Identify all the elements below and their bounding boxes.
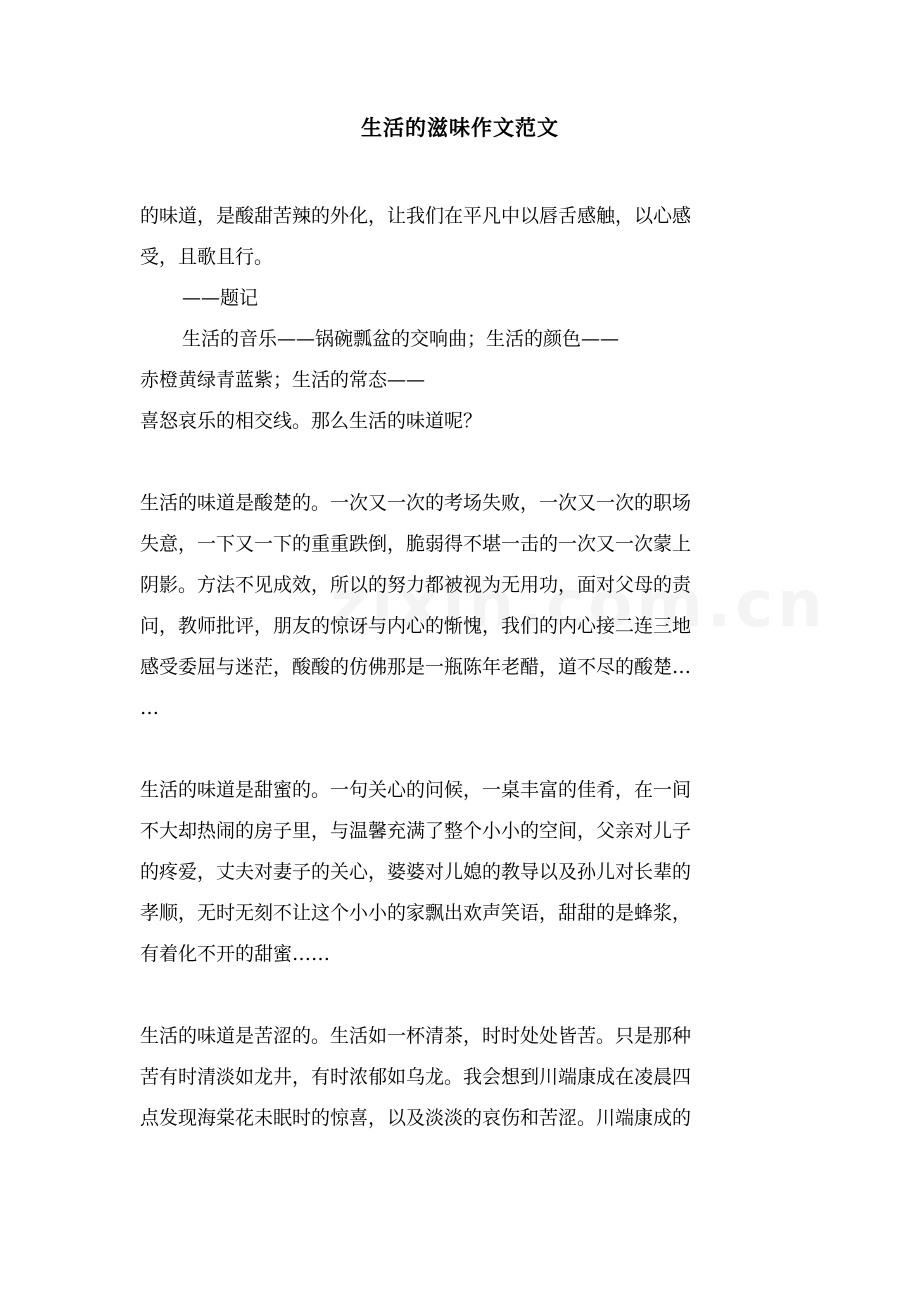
paragraph-line: 不大却热闹的房子里，与温馨充满了整个小小的空间，父亲对儿子 [140, 820, 692, 842]
paragraph-line: 阴影。方法不见成效，所以的努力都被视为无用功，面对父母的责 [140, 574, 692, 596]
intro-line: 的味道，是酸甜苦辣的外化，让我们在平凡中以唇舌感触，以心感 [140, 205, 692, 227]
paragraph-gap [140, 442, 770, 483]
paragraph-line: 孝顺，无时无刻不让这个小小的家飘出欢声笑语，甜甜的是蜂浆， [140, 902, 692, 924]
paragraph-line: 点发现海棠花未眠时的惊喜，以及淡淡的哀伤和苦涩。川端康成的 [140, 1107, 692, 1129]
paragraph-line: 的疼爱，丈夫对妻子的关心，婆婆对儿媳的教导以及孙儿对长辈的 [140, 861, 692, 883]
paragraph-line: … [140, 697, 159, 719]
document-body [140, 196, 770, 1139]
paragraph-line: 生活的味道是甜蜜的。一句关心的问候，一桌丰富的佳肴，在一间 [140, 779, 692, 801]
lead-line: 赤橙黄绿青蓝紫；生活的常态—— [140, 369, 426, 391]
page-title: 生活的滋味作文范文 [361, 115, 559, 140]
paragraph-line: 生活的味道是酸楚的。一次又一次的考场失败，一次又一次的职场 [140, 492, 692, 514]
paragraph-line: 有着化不开的甜蜜…… [140, 943, 331, 965]
paragraph-gap [140, 729, 770, 770]
intro-line: 受，且歌且行。 [140, 246, 274, 268]
paragraph-line: 失意，一下又一下的重重跌倒，脆弱得不堪一击的一次又一次蒙上 [140, 533, 692, 555]
epigraph-attribution: ——题记 [182, 287, 259, 309]
paragraph-gap [140, 975, 770, 1016]
lead-line: 生活的音乐——锅碗瓢盆的交响曲；生活的颜色—— [182, 328, 620, 350]
paragraph-line: 问，教师批评，朋友的惊讶与内心的惭愧，我们的内心接二连三地 [140, 615, 692, 637]
paragraph-line: 感受委屈与迷茫，酸酸的仿佛那是一瓶陈年老醋，道不尽的酸楚… [140, 656, 692, 678]
lead-line: 喜怒哀乐的相交线。那么生活的味道呢？ [140, 410, 483, 432]
paragraph-line: 苦有时清淡如龙井，有时浓郁如乌龙。我会想到川端康成在凌晨四 [140, 1066, 692, 1088]
paragraph-line: 生活的味道是苦涩的。生活如一杯清茶，时时处处皆苦。只是那种 [140, 1025, 692, 1047]
